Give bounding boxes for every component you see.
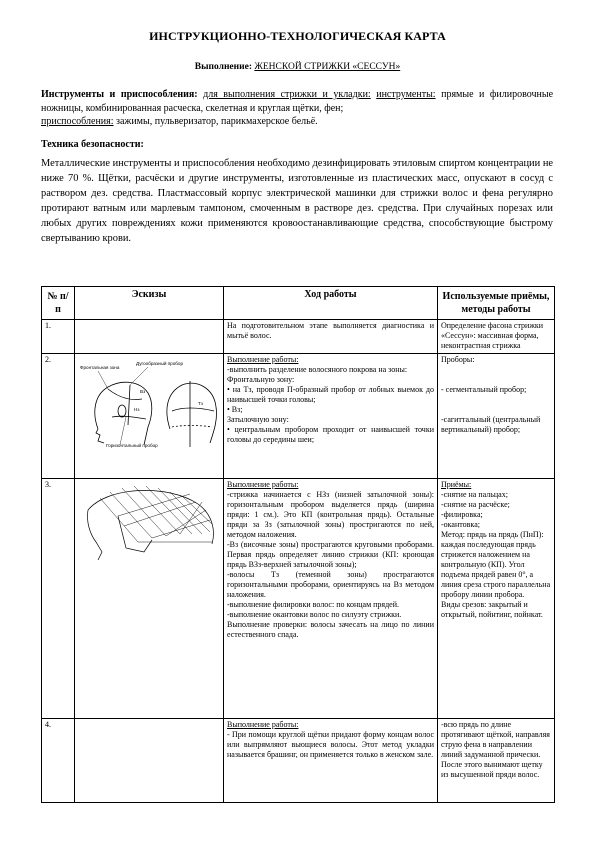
method-line: -филировка; <box>441 510 483 519</box>
table-header-row <box>42 287 555 320</box>
subtitle-label: Выполнение: <box>194 62 252 72</box>
instruments-text: прямые и филировочные ножницы, комбинированная расческа, скелетная и круглая щётки, фен; <box>41 89 554 114</box>
work-line: -выполнить разделение волосяного покрова на зоны: <box>227 365 408 374</box>
tools-purpose: для выполнения стрижки и укладки: <box>203 89 371 100</box>
devices-text: зажимы, пульверизатор, парикмахерское бельё. <box>116 116 318 127</box>
work-line: На подготовительном этапе выполняется диагностика и мытьё волос. <box>227 321 434 340</box>
document-title: ИНСТРУКЦИОННО-ТЕХНОЛОГИЧЕСКАЯ КАРТА <box>149 29 446 43</box>
method-line: Виды срезов: закрытый и открытый, пойнтинг, пойнкат. <box>441 600 543 619</box>
horizontal-part-line <box>112 416 146 419</box>
method-line: Метод: прядь на прядь (ПнП): каждая последующая прядь стрижется наложением на контрольную (КП). Угол подъема прядей равен 0°, а линия среза строго параллельна пробору линии пробора. <box>441 530 551 599</box>
work-line: Выполнение проверки: волосы зачесать на лицо по линии естественного спада. <box>227 620 434 639</box>
work-line: -выполнение филировки волос: по концам прядей. <box>227 600 399 609</box>
work-line: -волосы Тз (теменной зоны) прострагаются горизонтальными проборами, ориентируясь на Вз методом наложения. <box>227 570 434 599</box>
table-row <box>42 354 555 479</box>
document-subtitle <box>0 62 595 72</box>
row-methods <box>438 320 555 354</box>
row-sketch-empty <box>75 320 224 354</box>
method-line: -всю прядь по длине протягивают щёткой, направляя струю фена в направлении линий задуманной прически. После этого вынимают щетку из высушенной пряди волос. <box>441 720 550 779</box>
row-num: 1. <box>42 320 75 354</box>
header-methods: Используемые приёмы, методы работы <box>438 287 555 320</box>
hair-mass-lines <box>118 516 152 552</box>
haircut-sketch <box>78 480 220 564</box>
work-line: - При помощи круглой щётки придают форму концам волос или выпрямляют вьющиеся волосы. Этот метод укладки называется брашинг, он применяется только в женском зале. <box>227 730 434 759</box>
label-arc: Дугообразный пробор <box>136 361 184 366</box>
label-vz: Вз <box>140 389 146 394</box>
label-horiz: Горизонтальный пробор <box>106 443 158 448</box>
safety-text: Металлические инструменты и приспособления необходимо дезинфицировать этиловым спиртом концентрации не ниже 70 %. Щётки, расчёски и другие инструменты, изготовленные из пластических масс, опускают в сосуд с раствором дез. средства. Пластмассовый корпус электрической машинки для стрижки волос и фена регулярно протирают ватным или марлевым тампоном, смоченным в растворе дез. средства. При случайных порезах или любых других повреждениях кожи применяются кровоостанавливающие средства, способствующие быстрому свертыванию крови. <box>41 158 553 244</box>
header-sketch: Эскизы <box>75 287 224 320</box>
back-lower-part <box>172 426 212 428</box>
face-outline <box>87 510 102 560</box>
table-row <box>42 719 555 803</box>
back-horizontal-part <box>172 408 214 411</box>
ear-shape <box>118 405 126 417</box>
work-line: -Вз (височные зоны) прострагаются круговыми проборами. Первая прядь определяет линию стрижки (КП: кроющая прядь ВЗз-верхней затылочной зоны); <box>227 540 434 569</box>
face-profile <box>96 429 104 443</box>
work-line: -выполнение окантовки волос по силуэту стрижки. <box>227 610 402 619</box>
work-line: Выполнение работы: <box>227 355 299 364</box>
method-line: Проборы: <box>441 355 475 364</box>
work-line: • на Тз, проводя П-образный пробор от лобных выемок до наивысшей точки головы; <box>227 385 434 404</box>
work-line: Выполнение работы: <box>227 480 299 489</box>
row-work <box>224 719 438 803</box>
header-num: № п/п <box>42 287 75 320</box>
devices-label: приспособления: <box>41 116 114 127</box>
row-sketch <box>75 354 224 479</box>
work-line: -стрижка начинается с НЗз (низней затылочной зоны): горизонтальным пробором выделяется прядь (ширина пряди: 1 см.). Это КП (контрольная прядь). Остальные пряди за Зз (затылочной зоны) простригаются по ней, методом наложения. <box>227 490 434 539</box>
head-zones-sketch <box>78 355 220 455</box>
row-work <box>224 354 438 479</box>
row-num: 3. <box>42 479 75 719</box>
method-line: -снятие на пальцах; <box>441 490 508 499</box>
method-line: Определение фасона стрижки «Сессун»: массивная форма, неконтрастная стрижка <box>441 321 544 350</box>
method-line: -окантовка; <box>441 520 480 529</box>
arc-part-line <box>108 389 142 400</box>
method-line: Приёмы: <box>441 480 472 489</box>
label-front: Фронтальная зона <box>80 365 120 370</box>
tools-paragraph <box>41 88 553 129</box>
row-methods <box>438 479 555 719</box>
method-line: - сегментальный пробор; <box>441 385 527 394</box>
label-tz: Тз <box>198 401 203 406</box>
row-sketch <box>75 479 224 719</box>
table-row <box>42 479 555 719</box>
row-work <box>224 479 438 719</box>
work-line: Затылочную зону: <box>227 415 289 424</box>
row-num: 2. <box>42 354 75 479</box>
work-table <box>41 286 555 803</box>
work-line: Выполнение работы: <box>227 720 299 729</box>
method-line: -снятие на расчёске; <box>441 500 510 509</box>
subtitle-value: ЖЕНСКОЙ СТРИЖКИ «СЕССУН» <box>254 62 401 72</box>
safety-heading: Техника безопасности: <box>41 139 144 150</box>
work-line: • центральным пробором проходит от наивысшей точки головы до середины шеи; <box>227 425 434 444</box>
row-methods <box>438 719 555 803</box>
row-num: 4. <box>42 719 75 803</box>
head-back-outline <box>167 383 217 443</box>
work-line: Фронтальную зону: <box>227 375 295 384</box>
table-row <box>42 320 555 354</box>
row-sketch-empty <box>75 719 224 803</box>
tools-label: Инструменты и приспособления: <box>41 89 198 100</box>
header-work: Ход работы <box>224 287 438 320</box>
vertical-part-line <box>128 385 130 425</box>
method-line: -сагиттальный (центральный вертикальный) пробор; <box>441 415 541 434</box>
row-work <box>224 320 438 354</box>
label-nz: Нз <box>134 407 140 412</box>
instruments-label: инструменты: <box>376 89 436 100</box>
work-line: • Вз; <box>227 405 243 414</box>
row-methods <box>438 354 555 479</box>
